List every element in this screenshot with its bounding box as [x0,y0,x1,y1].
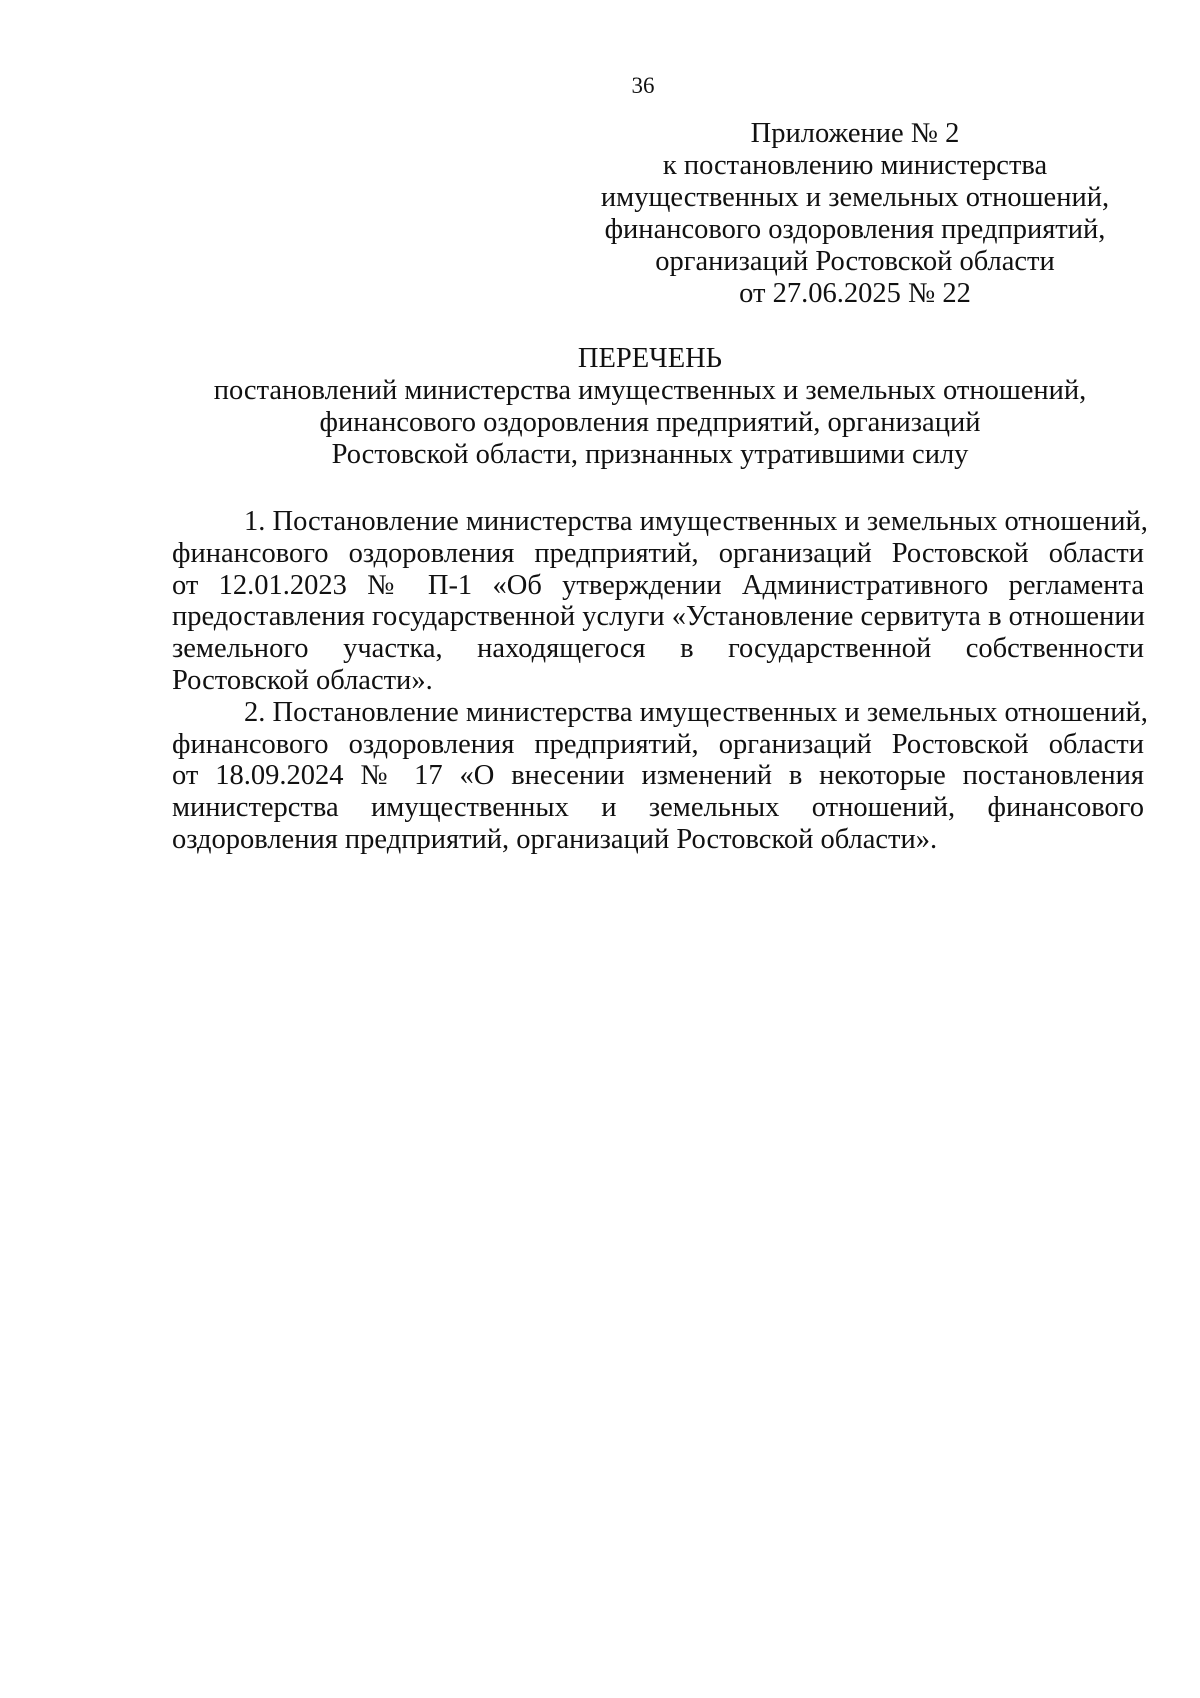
item-line: финансового оздоровления предприятий, организаций Ростовской области [172,728,1144,760]
title-subtitle-line: Ростовской области, признанных утратившими силу [331,439,969,470]
appendix-line: финансового оздоровления предприятий, [604,214,1106,245]
appendix-line: организаций Ростовской области [655,246,1055,277]
appendix-line: к постановлению министерства [662,150,1048,181]
item-line: от 18.09.2024 № 17 «О внесении изменений в некоторые постановления [172,760,1144,792]
item-line: министерства имущественных и земельных отношений, финансового [172,792,1144,824]
list-body [172,506,1148,856]
item-line: Ростовской области». [172,664,433,696]
list-item [172,696,1148,856]
appendix-line: от 27.06.2025 № 22 [739,278,971,309]
item-line: 1. Постановление министерства имущественных и земельных отношений, [244,506,1148,537]
item-line: от 12.01.2023 № П-1 «Об утверждении Административного регламента [172,569,1144,601]
item-line: оздоровления предприятий, организаций Ростовской области». [172,823,938,855]
item-line: земельного участка, находящегося в государственной собственности [172,633,1144,665]
item-line: предоставления государственной услуги «Установление сервитута в отношении [172,601,1145,633]
appendix-header [590,118,1120,310]
title-subtitle-line: финансового оздоровления предприятий, организаций [319,407,981,438]
document-title [170,343,1130,471]
item-line: финансового оздоровления предприятий, организаций Ростовской области [172,537,1144,569]
appendix-line: Приложение № 2 [750,118,960,149]
title-heading: ПЕРЕЧЕНЬ [577,343,723,374]
appendix-line: имущественных и земельных отношений, [600,182,1110,213]
title-subtitle-line: постановлений министерства имущественных и земельных отношений, [213,375,1087,406]
item-line: 2. Постановление министерства имущественных и земельных отношений, [244,696,1148,728]
list-item [172,506,1148,697]
page-number: 36 [631,73,655,98]
